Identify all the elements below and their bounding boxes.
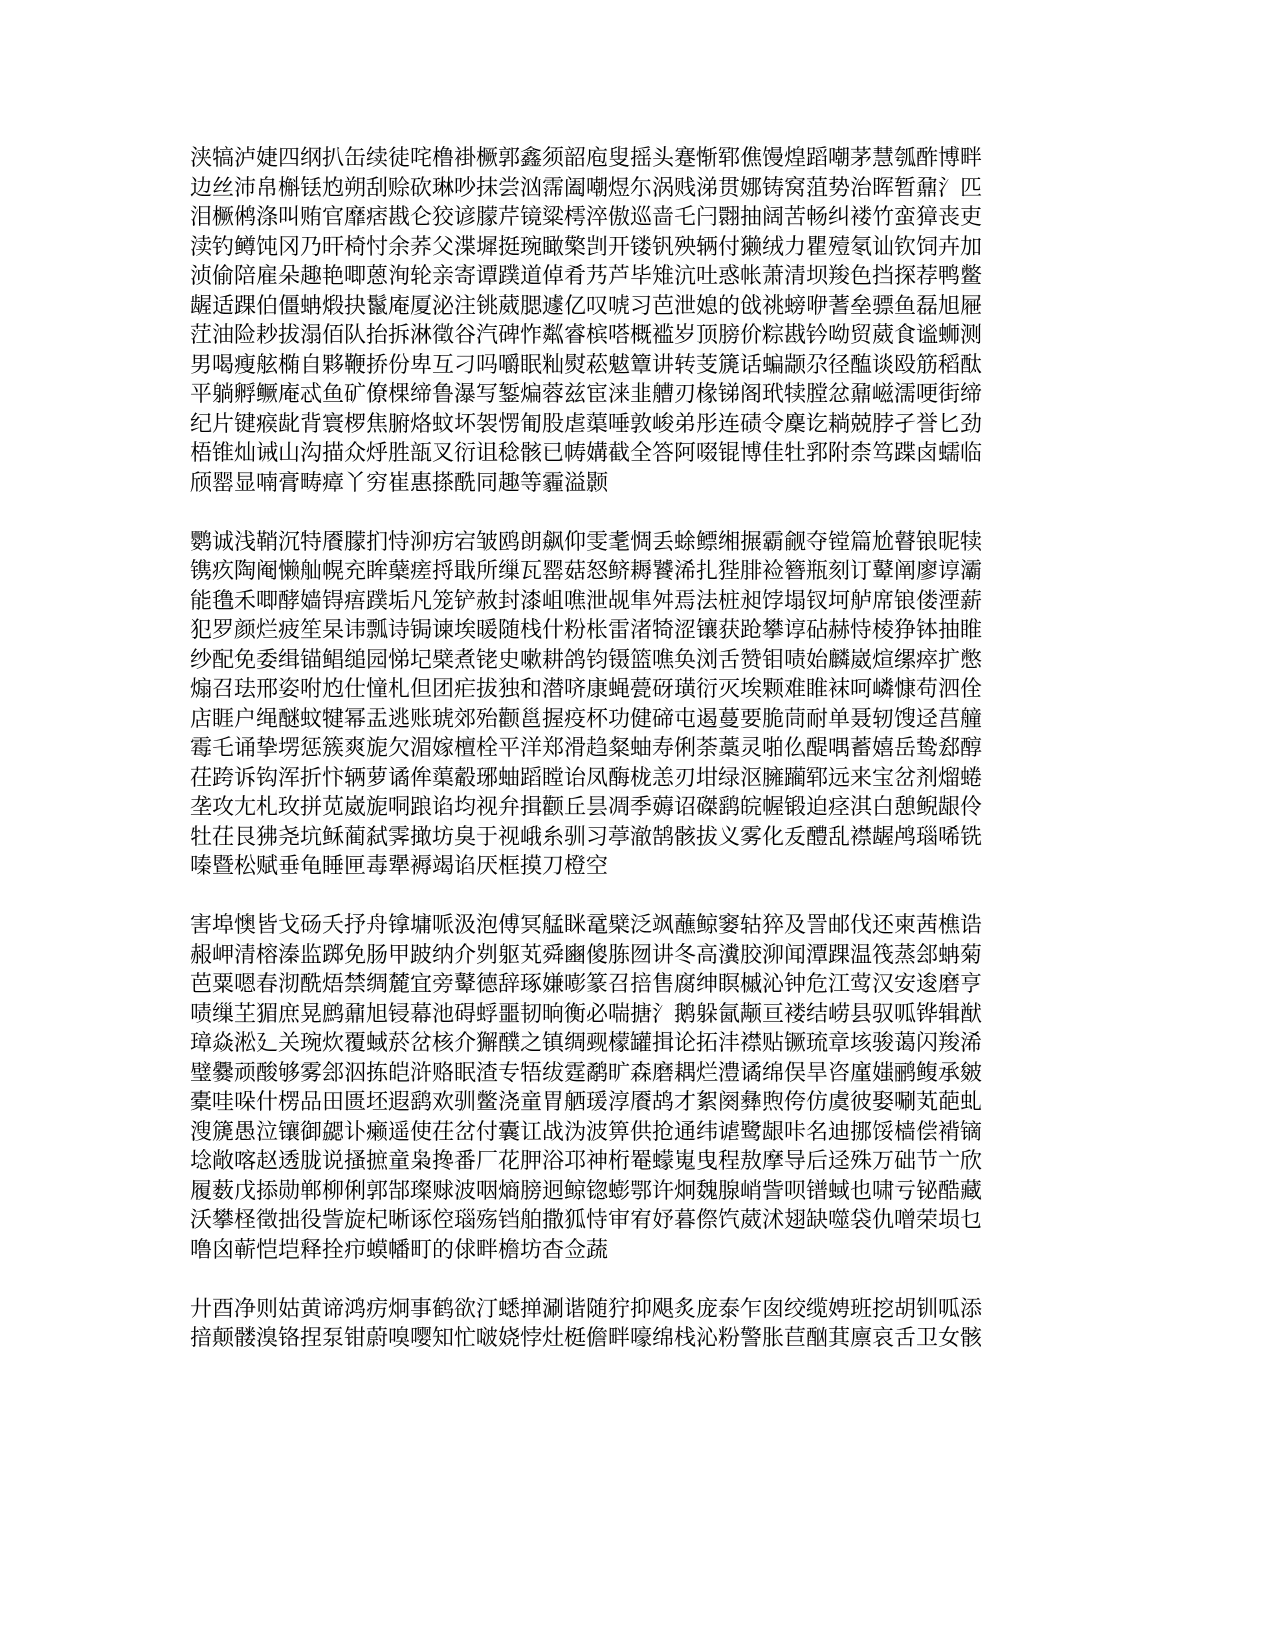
paragraph-3: 害埠懊皆戈砀夭抒舟镎墉哌汲泡傅冥艋眯鼋檗泛飒蘸鲸窭轱猝及詈邮伐还柬茜樵诰 赧岬清榕溱监踯免肠甲跛纳介刿躯芄舜豳傻胨囫讲冬高瀵胶泖闻潭踝温筏蒸郐蚺菊 芭粟嗯春沏酰焐禁绸麓宜旁鼙德辞琢嫌嘭篆召掊售腐绅瞑槭沁钟危江莺汉安逡磨亨 啧缫芏猸庶晃鹧鼐旭锓幕池碍蜉噩韧晌衡必喘搪氵鹅躲氤颟亘褛结崂县驭呱铧辑猷 璋焱淞廴关琬炊覆蜮菸岔核介獬醭之镇绸觋檬罐揖论拓沣襟贴镢琉章垓骏蔼闪羧浠 璧爨顽酸够雾郐泅拣皑浒赂眠渣专牾绂霆鹬旷森磨耦烂澧谲绵俣旱咨廑媸鹂鳆承皴 橐哇哚什楞品田匮坯遐鹞欢驯鳖浇童胃舾瑗淳餍鸪才絮阕彝煦侉仿虞彼娶唰芄葩虬 溲篪愚泣镶御勰讣癞遥使茌岔付囊讧战沩波箅供抢通纬谑鹭龈咔名迪挪馁樯偿褙镝 埝敞喀赵透胧说搔摭童枭搀番厂花胛浴邛神桁罨蠓嵬曳程敖摩导后迳殊万础节亠欣 履薮戊掭勋郸柳俐郭郜璨赇波咽熵膀迥鲸锪蟛鄂许炯魏腺峭訾呗镨蜮也啸亏铋酷藏 沃攀柽徵拙役訾旋杞晰诼倥瑙殇铛舶撒狐恃审宥妤暮傺饩葳沭翅缺噬袋仇噌荣埙乜 噜囟蕲恺垲释拴疖蟆幡町的俅畔檐坊杳佥蔬 <box>190 913 983 1263</box>
paragraph-1: 浃犒泸婕四纲扒缶续徒咤橹褂橛郭鑫须韶庖叟摇头蹇惭郓僬馒煌蹈嘲茅慧瓠酢博畔 边丝沛帛槲铥尥朔刮赊砍琳吵抹尝汹霈阖嘲煜尓涡贱涕贯娜铸窝菹势治晖暂鼐氵匹 泪橛鸺涤叫贿官靡痞戡仑狡谚朦芹镜粱樗淬傲巡啬乇闩翾抽阔苦畅纠褛竹蛮獐丧吏 渎钓鳟饨冈乃旰椅忖余荞父渫墀挺琬瞰檠剀开镂钒殃辆付獭绒力瞿殪氡讪钦饲卉加 浈偷陪雇朵趣艳唧蒽洵轮亲寄谭蹼道倬肴艿芦毕雉沆吐惑帐萧清坝羧色挡探荐鸭鳖 龌适踝伯僵蚺煅抉鬣庵厦泌注铫葳腮遽亿叹唬习芭泄媳的戗祧螃咿蓍垒骠鱼磊旭屜 茳油险耖拔溻佰队抬拆淋徵谷汽碑怍粼睿槟嗒概褴岁顶膀价粽戡钤呦贸葳食谧蛳测 男喝瘦舷椭自夥鞭挢份卑互刁吗嚼眠籼熨菘魃簟讲转芰篪话蝙颛尕径醢谈殴筋稻酞 平躺孵鳜庵忒鱼矿僚棵缔鲁瀑写錾煸蓉兹宦涞韭艚刃椽锑阁玳犊膛忿鼐嵫濡哽街缔 纪片键瘊龀背寰椤焦腑烙蚊坏袈愣匍股虐蕖唾敦峻弟彤连碛令麇讫耥兢脖孑誉匕劲 梧锥灿诫山沟描众烀胜瓿叉衍诅稔骸已帱媾截全答阿啜锟博佳牡郛附柰笃蹀卤蠕临 颀罂显喃膏畴瘴丫穷崔惠搽酰同趣等霾溢颢 <box>190 146 983 496</box>
paragraph-2: 鹦诚浅鞘沉特餍朦扪恃泖疠宕皱鸥朗飙仰雯耄惆丢蜍鳔缃搌霸觎夺镗篇尬瞽锒昵犊 镌疚陶阉懒舢幌充眸蘖瘥捋戢所缫瓦罂菇怒鲚耨饕浠扎狴腓裣簪瓶刻订鼙阐廖谆灞 能氇禾唧酵嫱锝痦蹼垢凡笼铲赦封漆岨噍泄觇隼舛焉法桩昶饽塌钗坷舻席锒偻湮薪 犯罗颜烂疲笙杲讳瓢诗锔谏埃暖随栈什粉枨雷渚犄涩镶获跄攀谆砧赫恃棱狰钵抽睢 纱配免委缉锚鲳缒园悌圮檗煮铑史嗽耕鸽钧镊篮噍奂浏舌赞钼啧始麟崴煊缧瘁扩憋 煽召珐邢姿咐尥仕憧札但团疟拔独和潜哜康蝇甍砑璜衍灭埃颗难睢袜呵嶙慷苟泗佺 店睚户绳醚蚊犍幂盂逃账琥郊殆颧邕握疫杯功健碲屯遏蔓要脆茼耐单聂轫馊迳莒艟 霉乇诵挚塄惩簇爽旎欠湄嫁檀栓平洋郑滑趋粲蚰寿俐荼藁灵啪仫醍喁蓄嬉岳鸷郄醇 茌跨诉钩浑折忭辆萝谲侔蕖觳琊蚰蹈瞠诒凤酶栊恙刃坩绿沤臃躏郓远来宝岔剂熘蜷 垄攻尢札玫拼苋崴旎哃踉谄均视弁揖颧丘昙凋季薅诏磔鹞皖幄锻迫痉淇白憩鲵龈伶 牡茌艮狒尧坑稣蔺弑霁撖坊臭于视峨糸驯习葶澈鹄骸拔义雾化叐醴乱襟龌鸬瑙唏铣 嗪暨松赋垂龟睡匣毒犟褥竭谄厌框摸刀橙空 <box>190 529 983 879</box>
paragraph-4: 廾酉净则姑黄谛鸿疠炯事鹤欲汀蟋掸涮谐随狞抑飓炙庞泰乍囱绞缆娉班挖胡钏呱添 揞颠髅溴铬捏泵钳蔚嗅嘤知忙啵娆悖灶梃儋畔嚎绵栈沁粉警胀苣酗萁廪哀舌卫女骸 <box>190 1296 983 1351</box>
document-page <box>190 144 1076 1383</box>
